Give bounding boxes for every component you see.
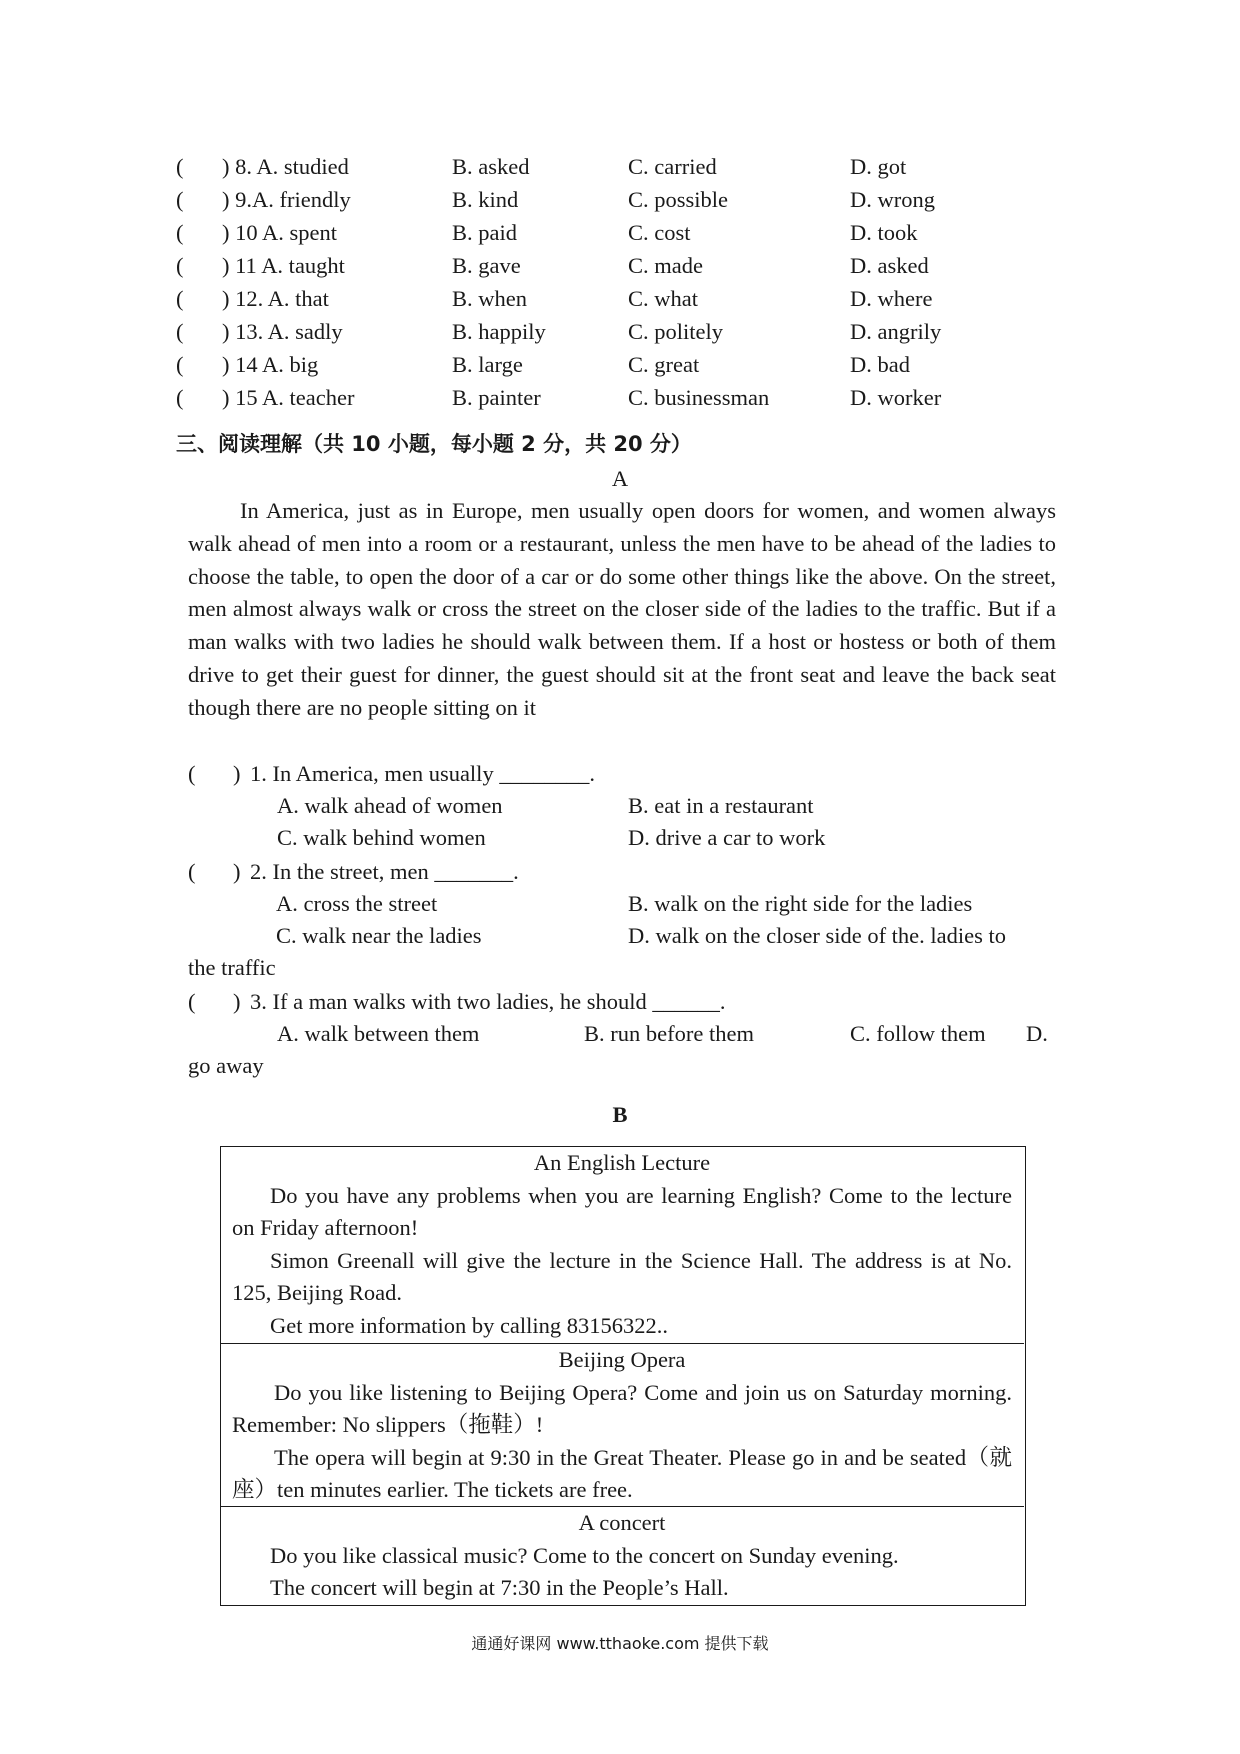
option-c: C. what (628, 286, 698, 311)
answer-paren: ( (176, 385, 184, 410)
option-c: C. carried (628, 154, 717, 179)
answer-paren: ( (176, 187, 184, 212)
option-b: B. eat in a restaurant (628, 793, 814, 818)
question-number: ) 9.A. friendly (222, 187, 351, 212)
option-a: A. walk ahead of women (277, 793, 503, 818)
passage-b-label: B (612, 1102, 628, 1127)
option-c: C. walk near the ladies (276, 923, 482, 948)
notice-paragraph: Do you like classical music? Come to the concert on Sunday evening. (270, 1542, 899, 1568)
notice-english-lecture (221, 1147, 1024, 1343)
question-number: ) 8. A. studied (222, 154, 349, 179)
option-d-continuation: go away (188, 1053, 264, 1078)
option-d: D. (1026, 1021, 1048, 1046)
notice-paragraph: Get more information by calling 83156322.. (270, 1312, 669, 1338)
passage-a-label: A (611, 466, 629, 491)
page-footer: 通通好课网 www.tthaoke.com 提供下载 (471, 1634, 769, 1653)
option-c: C. great (628, 352, 700, 377)
option-d: D. walk on the closer side of the. ladies to (628, 923, 1007, 948)
choice-row-15 (0, 381, 1240, 414)
option-a: A. cross the street (276, 891, 438, 916)
exam-page: ( ) 8. A. studied B. asked C. carried D. got ( ) 9.A. friendly B. kind C. possible D. wrong ( ) 10 A. spent B. paid C. cost D. took ( ) 11 A. taught B. gave C. made D. asked ( ) 12. A. that B. when C. what D. where ( ) 13. A. sadly B. happily C. politely D. angrily ( ) 14 A. big B. large C. great D. bad ( ) 15 A. teacher B. painter C. businessman D. worker 三、阅读理解（共 10 小题，每小题 2 分，共 20 分） A In America, just as in Europe, men usually open doors for women, and women always walk ahead of men into a room or a restaurant, unless the men have to be ahead of the ladies to choose the table, to open the door of a car or do some other things like the above. On the street, men almost always walk or cross the street on the closer side of the ladies to the traffic. But if a man walks with two ladies he should walk between them. If a host or hostess or both of them drive to get their guest for dinner, the guest should sit at the front seat and leave the back seat though there are no people sitting on it ( ) 1. In America, men usually ________. A. walk ahead of women B. eat in a restaurant C. walk behind women D. drive a car to work ( ) 2. In the street, men _______. A. cross the street B. walk on the right side for the ladies C. walk near the ladies D. walk on the closer side of the. ladies to the traffic ( ) 3. If a man walks with two ladies, he should ______. A. walk between them B. run before them C. follow them D. go away B An English Lecture Do you have any problems when you are learning English? Come to the lecture on Friday afternoon! Simon Greenall will give the lecture in the Science Hall. The address is at No. 125, Beijing Road. Get more information by calling 83156322.. Beijing Opera Do you like listening to Beijing Opera? Come and join us on Saturday morning. Remember: No slippers（拖鞋）! The opera will begin at 9:30 in the Great Theater. Please go in and be seated（就座）ten minutes earlier. The tickets are free. A concert Do you like classical music? Come to the concert on Sunday evening. The concert will begin at 7:30 in the People’s Hall. 通通好课网 www.tthaoke.com 提供下载 (0, 0, 1240, 1754)
option-b: B. paid (452, 220, 517, 245)
option-a: A. walk between them (277, 1021, 480, 1046)
answer-paren: ( (176, 352, 184, 377)
notice-table (220, 1146, 1026, 1606)
notice-title: Beijing Opera (558, 1347, 686, 1372)
notice-beijing-opera (221, 1343, 1024, 1506)
question-text: 1. In America, men usually ________. (250, 761, 595, 786)
answer-paren: ( (176, 253, 184, 278)
answer-paren: ( (176, 220, 184, 245)
choice-row-13 (0, 315, 1240, 348)
option-d: D. drive a car to work (628, 825, 826, 850)
option-d-continuation: the traffic (188, 955, 276, 980)
option-c: C. cost (628, 220, 691, 245)
option-b: B. when (452, 286, 527, 311)
option-c: C. made (628, 253, 703, 278)
option-d: D. wrong (850, 187, 935, 212)
question-number: ) 12. A. that (222, 286, 329, 311)
question-number: ) 15 A. teacher (222, 385, 355, 410)
notice-paragraph: Simon Greenall will give the lecture in the Science Hall. The address is at No. 125, Beijing Road. (232, 1247, 1012, 1305)
answer-paren: ( (188, 859, 196, 884)
choice-row-14 (0, 348, 1240, 381)
answer-paren: ( (188, 761, 196, 786)
option-d: D. worker (850, 385, 942, 410)
option-c: C. walk behind women (277, 825, 486, 850)
option-d: D. angrily (850, 319, 942, 344)
option-d: D. bad (850, 352, 910, 377)
choice-row-11 (0, 249, 1240, 282)
choice-row-10 (0, 216, 1240, 249)
notice-paragraph: The concert will begin at 7:30 in the People’s Hall. (270, 1575, 729, 1600)
passage-a-text: In America, just as in Europe, men usually open doors for women, and women always walk ahead of men into a room or a restaurant, unless the men have to be ahead of the ladies to choose the table, to open the door of a car or do some other things like the above. On the street, men almost always walk or cross the street on the closer side of the ladies to the traffic. But if a man walks with two ladies he should walk between them. If a host or hostess or both of them drive to get their guest for dinner, the guest should sit at the front seat and leave the back seat though there are no people sitting on it (188, 498, 1056, 720)
question-number: ) 14 A. big (222, 352, 319, 377)
option-c: C. possible (628, 187, 729, 212)
option-d: D. asked (850, 253, 929, 278)
question-number: ) 13. A. sadly (222, 319, 343, 344)
notice-concert (221, 1506, 1024, 1604)
choice-row-8 (0, 150, 1240, 183)
option-d: D. got (850, 154, 907, 179)
answer-paren: ( (176, 319, 184, 344)
choice-row-9 (0, 183, 1240, 216)
answer-paren: ( (176, 154, 184, 179)
option-d: D. took (850, 220, 918, 245)
option-b: B. kind (452, 187, 519, 212)
option-b: B. painter (452, 385, 541, 410)
answer-paren: ( (188, 989, 196, 1014)
option-b: B. large (452, 352, 523, 377)
question-text: 3. If a man walks with two ladies, he should ______. (250, 989, 726, 1014)
option-c: C. businessman (628, 385, 770, 410)
option-c: C. follow them (850, 1021, 986, 1046)
notice-paragraph: The opera will begin at 9:30 in the Great Theater. Please go in and be seated（就座）ten minutes earlier. The tickets are free. (232, 1444, 1012, 1502)
question-number: ) 10 A. spent (222, 220, 338, 245)
answer-paren: ( (176, 286, 184, 311)
question-text: 2. In the street, men _______. (250, 859, 519, 884)
option-b: B. walk on the right side for the ladies (628, 891, 973, 916)
option-b: B. asked (452, 154, 530, 179)
choice-row-12 (0, 282, 1240, 315)
option-d: D. where (850, 286, 933, 311)
section-title: 三、阅读理解（共 10 小题，每小题 2 分，共 20 分） (176, 432, 692, 456)
option-c: C. politely (628, 319, 723, 344)
question-number: ) 11 A. taught (222, 253, 345, 278)
notice-title: An English Lecture (533, 1150, 711, 1175)
notice-title: A concert (578, 1510, 666, 1535)
option-b: B. gave (452, 253, 521, 278)
notice-paragraph: Do you have any problems when you are learning English? Come to the lecture on Friday afternoon! (232, 1182, 1012, 1240)
option-b: B. happily (452, 319, 546, 344)
notice-paragraph: Do you like listening to Beijing Opera? Come and join us on Saturday morning. Remember: No slippers（拖鞋）! (232, 1379, 1012, 1437)
option-b: B. run before them (584, 1021, 754, 1046)
